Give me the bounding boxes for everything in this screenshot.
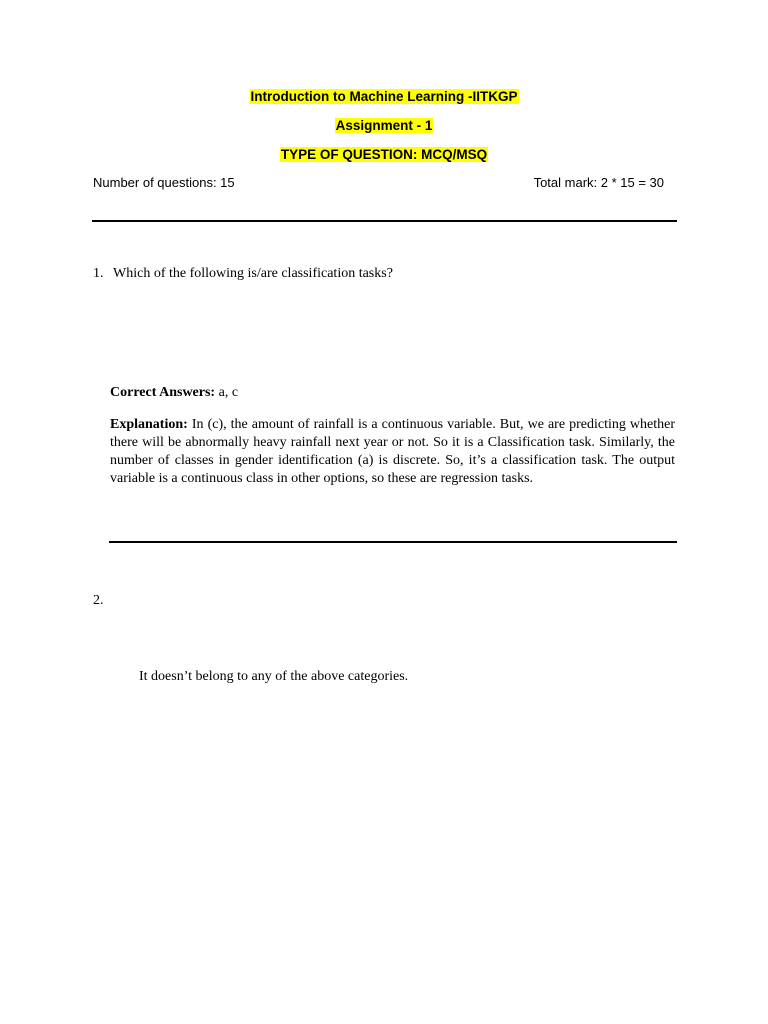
question-1-answer xyxy=(110,384,238,402)
number-of-questions: Number of questions: 15 xyxy=(93,175,235,190)
question-2 xyxy=(93,592,104,610)
correct-answers-value: a, c xyxy=(215,385,239,400)
question-1-explanation xyxy=(110,416,675,488)
explanation-text: In (c), the amount of rainfall is a continuous variable. But, we are predicting whether there will be abnormally heavy rainfall next year or not. So it is a Classification task. Similarly, the number of classes in gender identification (a) is discrete. So, it’s a classification task. The output variable is a continuous class in other options, so these are regression tasks. xyxy=(110,417,675,486)
question-1-text: Which of the following is/are classification tasks? xyxy=(113,266,393,281)
question-type-text: TYPE OF QUESTION: MCQ/MSQ xyxy=(280,147,488,162)
assignment-title-text: Assignment - 1 xyxy=(335,118,433,133)
question-1 xyxy=(93,265,393,283)
course-title xyxy=(0,88,768,106)
question-type xyxy=(0,146,768,164)
correct-answers-label: Correct Answers: xyxy=(110,385,216,400)
header-divider xyxy=(92,220,677,222)
question-2-option: It doesn’t belong to any of the above categories. xyxy=(139,669,409,684)
question-divider xyxy=(109,541,677,543)
question-1-number: 1. xyxy=(93,266,104,281)
assignment-title xyxy=(0,117,768,135)
explanation-label: Explanation: xyxy=(110,417,188,432)
total-mark: Total mark: 2 * 15 = 30 xyxy=(533,175,664,190)
question-2-number: 2. xyxy=(93,593,104,608)
course-title-text: Introduction to Machine Learning -IITKGP xyxy=(250,89,518,104)
